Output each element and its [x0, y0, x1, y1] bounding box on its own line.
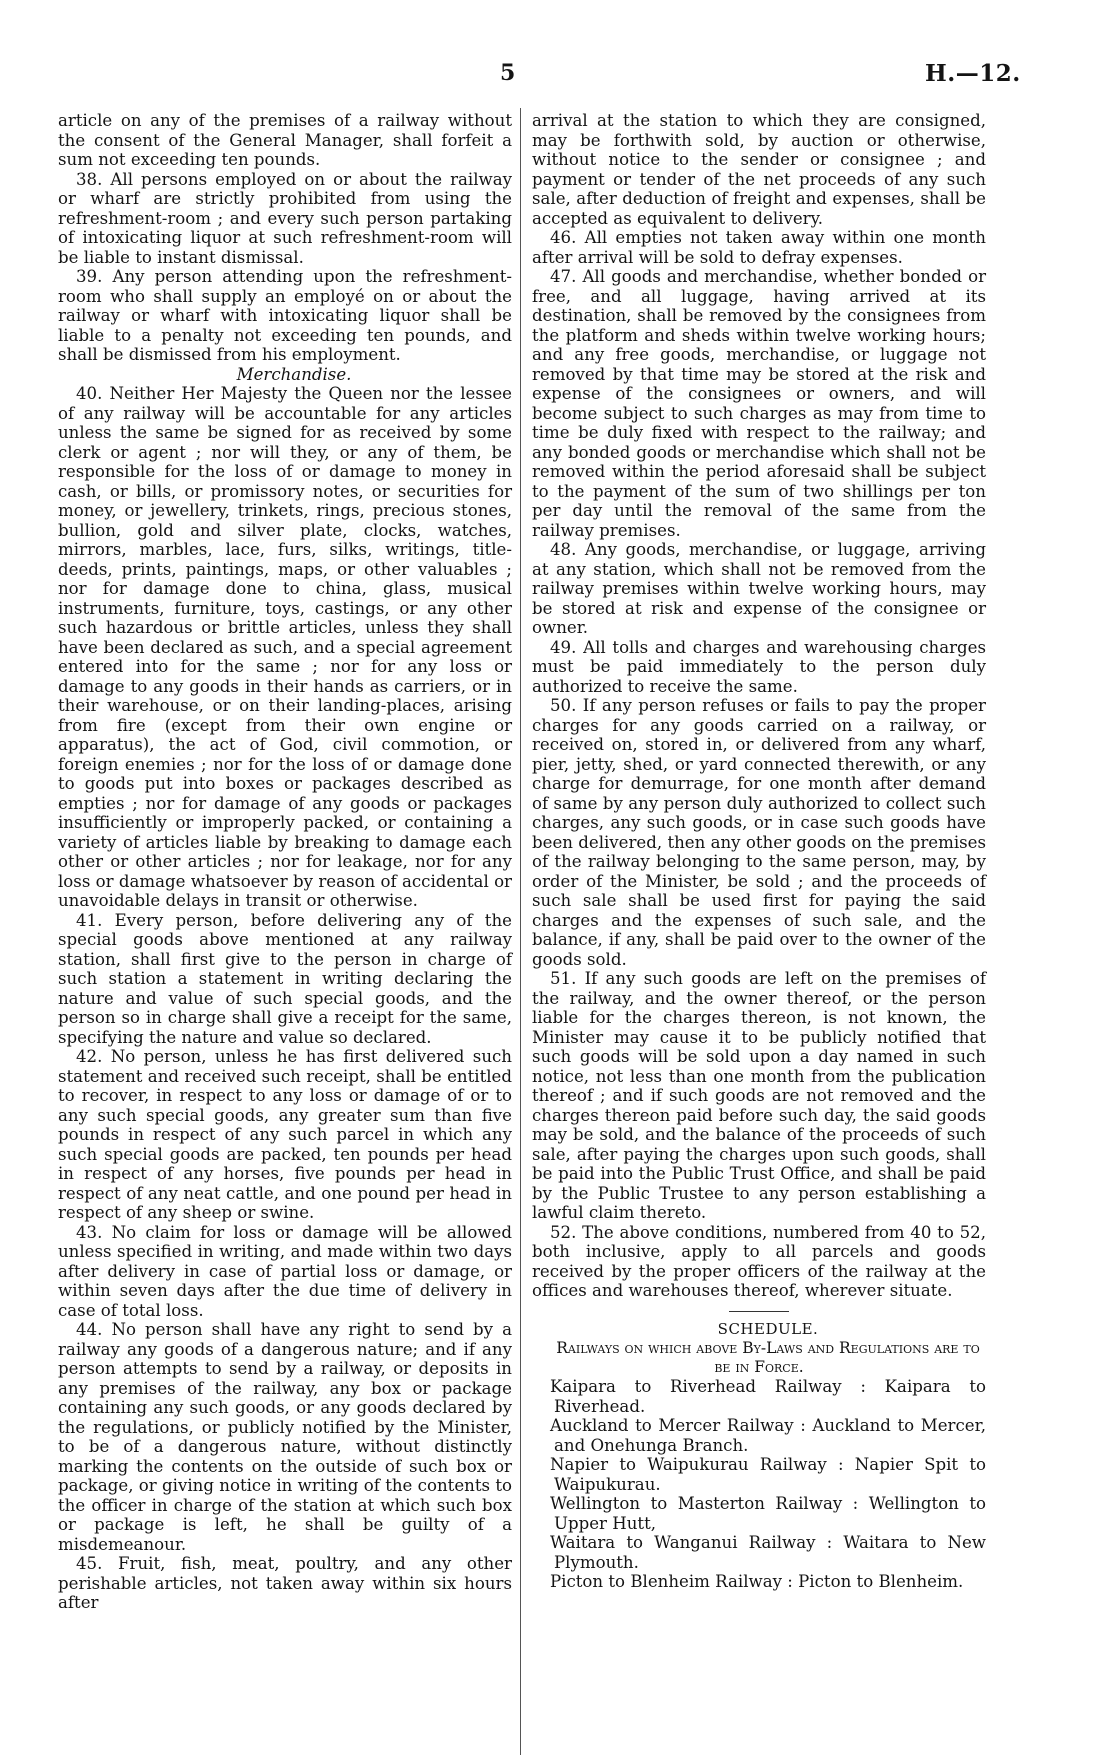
page-number: 5 [500, 60, 516, 86]
left-column [58, 111, 512, 1613]
paragraph-48: 48. Any goods, merchandise, or luggage, arriving at any station, which shall not be removed from the railway premises within twelve working hours, may be stored at risk and expense of the consignee or owner. [532, 540, 986, 637]
paragraph-47: 47. All goods and merchandise, whether bonded or free, and all luggage, having arrived at its destination, shall be removed by the consignees from the platform and sheds within twelve working hours; and any free goods, merchandise, or luggage not removed by that time may be stored at the risk and expense of the consignees or owners, and will become subject to such charges as may from time to time be duly fixed with respect to the railway; and any bonded goods or merchandise which shall not be removed within the period aforesaid shall be subject to the payment of the sum of two shillings per ton per day until the removal of the same from the railway premises. [532, 267, 986, 540]
paragraph-42: 42. No person, unless he has first delivered such statement and received such receipt, shall be entitled to recover, in respect to any loss or damage of or to any such special goods, any greater sum than five pounds in respect of any such parcel in which any such special goods are packed, ten pounds per head in respect of any horses, five pounds per head in respect of any neat cattle, and one pound per head in respect of any sheep or swine. [58, 1047, 512, 1222]
schedule-title: SCHEDULE. [717, 1319, 819, 1338]
section-code: H.—12. [925, 60, 1021, 87]
paragraph-39: 39. Any person attending upon the refreshment-room who shall supply an employé on or about the railway or wharf with intoxicating liquor shall be liable to a penalty not exceeding ten pounds, and shall be dismissed from his employment. [58, 267, 512, 364]
right-column [532, 111, 986, 1592]
schedule-item [532, 1494, 986, 1533]
paragraph-52: 52. The above conditions, numbered from 40 to 52, both inclusive, apply to all parcels and goods received by the proper officers of the railway at the offices and warehouses thereof, wherever situate. [532, 1222, 986, 1300]
schedule-item-text: Wellington to Masterton Railway : Wellington to Upper Hutt, [550, 1494, 986, 1533]
schedule-item [532, 1377, 986, 1416]
paragraph-50: 50. If any person refuses or fails to pay the proper charges for any goods carried on a railway, or received on, stored in, or delivered from any wharf, pier, jetty, shed, or yard connected therewith, or any charge for demurrage, for one month after demand of same by any person duly authorized to collect such charges, any such goods, or in case such goods have been delivered, then any other goods on the premises of the railway belonging to the same person, may, by order of the Minister, be sold ; and the proceeds of such sale shall be used first for paying the said charges and the expenses of such sale, and the balance, if any, shall be paid over to the owner of the goods sold. [532, 696, 986, 969]
paragraph-41: 41. Every person, before delivering any of the special goods above mentioned at any railway station, shall first give to the person in charge of such station a statement in writing declaring the nature and value of such special goods, and the person so in charge shall give a receipt for the same, specifying the nature and value so declared. [58, 910, 512, 1047]
schedule-list [532, 1377, 986, 1592]
paragraph-45: 45. Fruit, fish, meat, poultry, and any other perishable articles, not taken away within six hours after [58, 1554, 512, 1612]
paragraph-46: 46. All empties not taken away within one month after arrival will be sold to defray expenses. [532, 228, 986, 267]
schedule-item [532, 1416, 986, 1455]
schedule-divider [729, 1311, 789, 1312]
schedule-item-text: Auckland to Mercer Railway : Auckland to Mercer, and Onehunga Branch. [550, 1416, 986, 1455]
paragraph-44: 44. No person shall have any right to send by a railway any goods of a dangerous nature; and if any person attempts to send by a railway, or deposits in any premises of the railway, any box or package containing any such goods, or any goods declared by the regulations, or publicly notified by the Minister, to be of a dangerous nature, without distinctly marking the contents on the outside of such box or package, or giving notice in writing of the contents to the officer in charge of the station at which such box or package is left, he shall be guilty of a misdemeanour. [58, 1320, 512, 1554]
schedule-caption: Railways on which above By-Laws and Regulations are to be in Force. [556, 1339, 980, 1376]
schedule-item [532, 1455, 986, 1494]
page-header [0, 60, 1114, 100]
column-divider [520, 108, 521, 1755]
paragraph-37-continued: article on any of the premises of a railway without the consent of the General Manager, shall forfeit a sum not exceeding ten pounds. [58, 111, 512, 169]
schedule-item-text: Kaipara to Riverhead Railway : Kaipara to Riverhead. [550, 1377, 986, 1416]
paragraph-51: 51. If any such goods are left on the premises of the railway, and the owner thereof, or the person liable for the charges thereon, is not known, the Minister may cause it to be publicly notified that such goods will be sold upon a day named in such notice, not less than one month from the publication thereof ; and if such goods are not removed and the charges thereon paid before such day, the said goods may be sold, and the balance of the proceeds of such sale, after paying the charges upon such goods, shall be paid into the Public Trust Office, and shall be paid by the Public Trustee to any person establishing a lawful claim thereto. [532, 969, 986, 1222]
paragraph-45-continued: arrival at the station to which they are consigned, may be forthwith sold, by auction or otherwise, without notice to the sender or consignee ; and payment or tender of the net proceeds of any such sale, after deduction of freight and expenses, shall be accepted as equivalent to delivery. [532, 111, 986, 228]
paragraph-49: 49. All tolls and charges and warehousing charges must be paid immediately to the person duly authorized to receive the same. [532, 637, 986, 696]
schedule-item-text: Waitara to Wanganui Railway : Waitara to New Plymouth. [550, 1533, 986, 1572]
paragraph-38: 38. All persons employed on or about the railway or wharf are strictly prohibited from using the refreshment-room ; and every such person partaking of intoxicating liquor at such refreshment-room will be liable to instant dismissal. [58, 169, 512, 267]
merchandise-heading: Merchandise. [236, 364, 352, 384]
paragraph-40: 40. Neither Her Majesty the Queen nor the lessee of any railway will be accountable for any articles unless the same be signed for as received by some clerk or agent ; nor will they, or any of them, be responsible for the loss of or damage to money in cash, or bills, or promissory notes, or securities for money, or jewellery, trinkets, rings, precious stones, bullion, gold and silver plate, clocks, watches, mirrors, marbles, lace, furs, silks, writings, title-deeds, prints, paintings, maps, or other valuables ; nor for damage done to china, glass, musical instruments, furniture, toys, castings, or any other such hazardous or brittle articles, unless they shall have been declared as such, and a special agreement entered into for the same ; nor for any loss or damage to any goods in their hands as carriers, or in their warehouse, or on their landing-places, arising from fire (except from their own engine or apparatus), the act of God, civil commotion, or foreign enemies ; nor for the loss of or damage done to goods put into boxes or packages described as empties ; nor for damage of any goods or packages insufficiently or improperly packed, or containing a variety of articles liable by breaking to damage each other or other articles ; nor for leakage, nor for any loss or damage whatsoever by reason of accidental or unavoidable delays in transit or otherwise. [58, 384, 512, 910]
schedule-item [532, 1572, 986, 1592]
paragraph-43: 43. No claim for loss or damage will be allowed unless specified in writing, and made within two days after delivery in case of partial loss or damage, or within seven days after the due time of delivery in case of total loss. [58, 1222, 512, 1320]
schedule-item-text: Napier to Waipukurau Railway : Napier Spit to Waipukurau. [550, 1455, 986, 1494]
schedule-item [532, 1533, 986, 1572]
schedule-item-text: Picton to Blenheim Railway : Picton to Blenheim. [550, 1572, 964, 1591]
